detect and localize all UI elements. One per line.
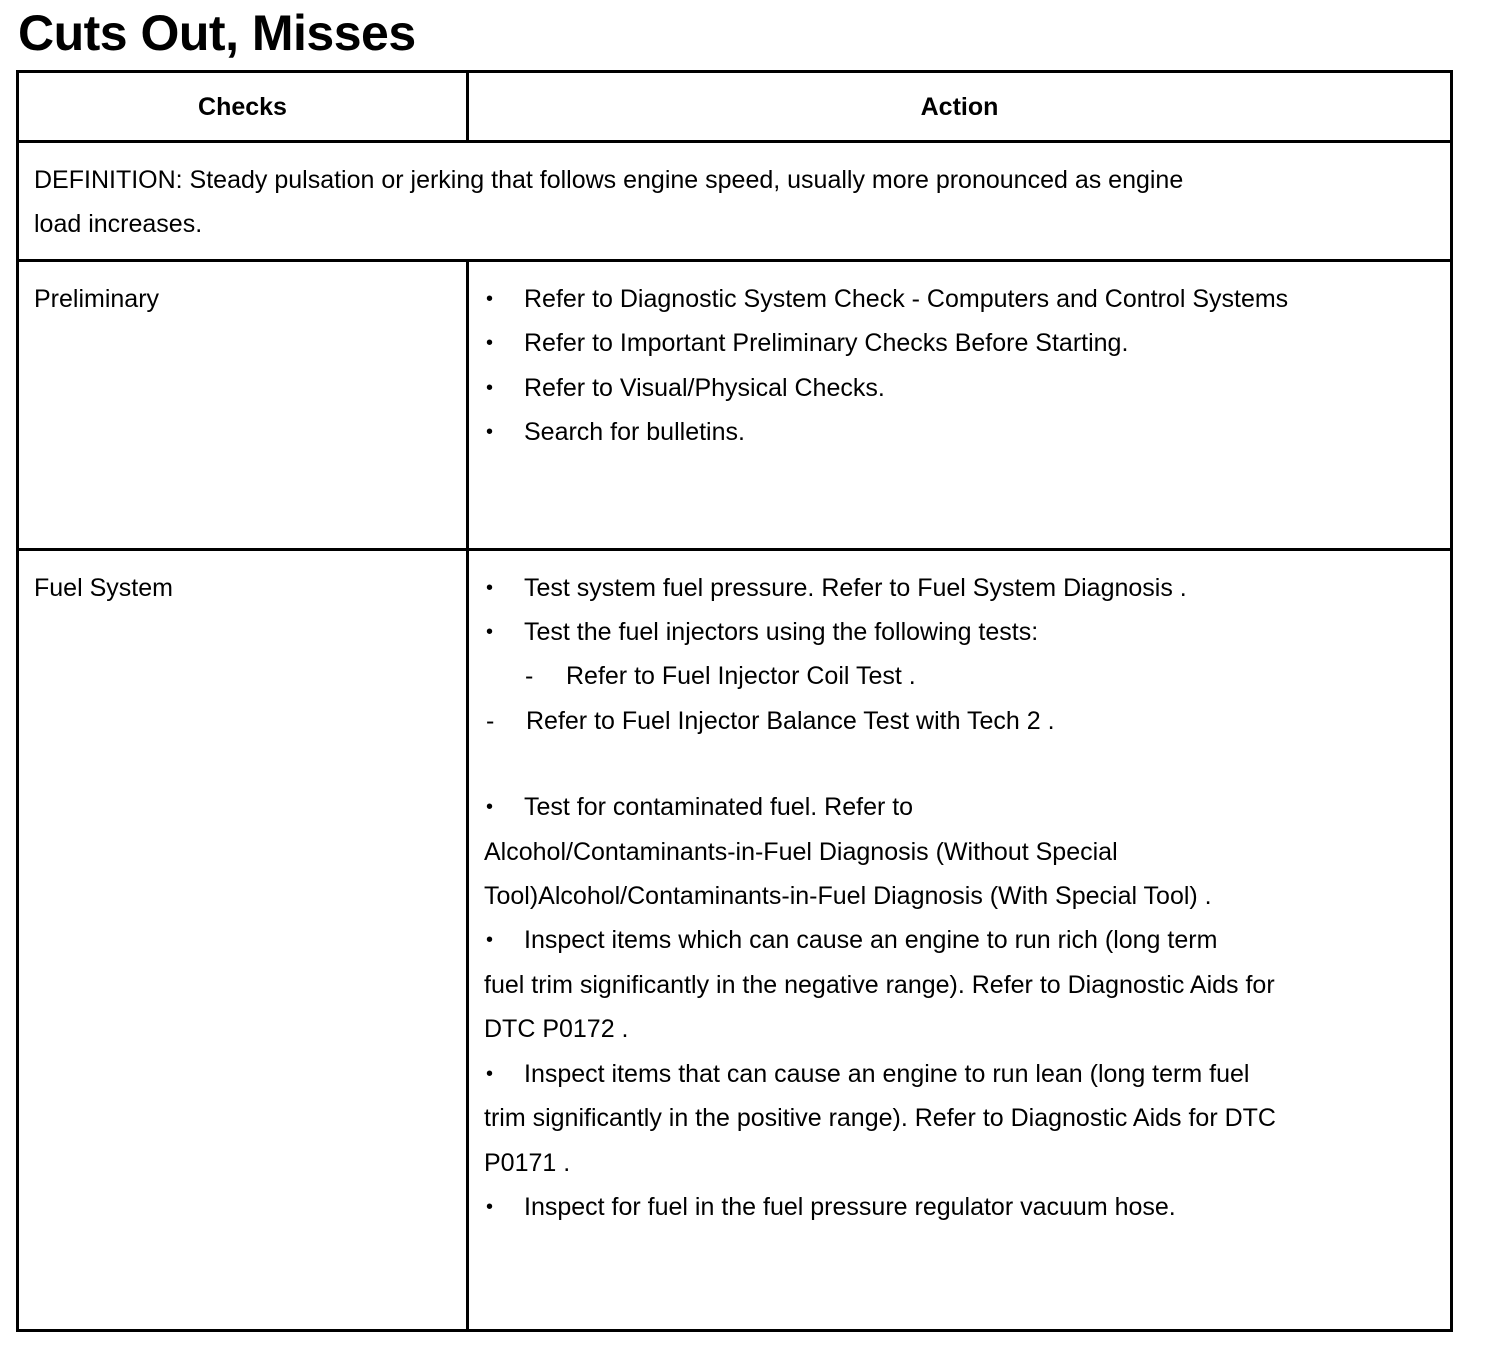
definition-divider xyxy=(16,259,1453,262)
bullet: • xyxy=(486,332,494,354)
column-divider-body xyxy=(466,259,469,1332)
definition-line-2: load increases. xyxy=(34,210,203,238)
action-item-continued: P0171 . xyxy=(484,1149,571,1177)
bullet: • xyxy=(486,1196,494,1218)
row-divider xyxy=(16,548,1453,551)
sub-item-dash: - xyxy=(486,707,495,735)
action-item: Inspect items that can cause an engine to run lean (long term fuel xyxy=(524,1060,1250,1088)
bullet: • xyxy=(486,796,494,818)
bullet: • xyxy=(486,621,494,643)
action-item: Test for contaminated fuel. Refer to xyxy=(524,793,914,821)
action-sub-item: Refer to Fuel Injector Coil Test . xyxy=(566,662,916,690)
action-item: Inspect items which can cause an engine to run rich (long term xyxy=(524,926,1218,954)
action-item-continued: DTC P0172 . xyxy=(484,1015,629,1043)
action-item: Test the fuel injectors using the following tests: xyxy=(524,618,1039,646)
bullet: • xyxy=(486,377,494,399)
column-header-action: Action xyxy=(920,93,999,121)
action-sub-item: Refer to Fuel Injector Balance Test with Tech 2 . xyxy=(526,707,1055,735)
bullet: • xyxy=(486,929,494,951)
action-item: Search for bulletins. xyxy=(524,418,745,446)
table-border-bottom xyxy=(16,1329,1453,1332)
action-item-continued: trim significantly in the positive range). Refer to Diagnostic Aids for DTC xyxy=(484,1104,1276,1132)
sub-item-dash: - xyxy=(525,662,534,690)
page-title: Cuts Out, Misses xyxy=(18,5,416,61)
action-item-continued: Tool)Alcohol/Contaminants-in-Fuel Diagnosis (With Special Tool) . xyxy=(484,882,1212,910)
action-item: Inspect for fuel in the fuel pressure regulator vacuum hose. xyxy=(524,1193,1176,1221)
bullet: • xyxy=(486,421,494,443)
table-border-top xyxy=(16,70,1453,73)
action-item: Refer to Important Preliminary Checks Before Starting. xyxy=(524,329,1129,357)
column-header-checks: Checks xyxy=(198,93,287,121)
bullet: • xyxy=(486,288,494,310)
definition-line-1: DEFINITION: Steady pulsation or jerking that follows engine speed, usually more pronounced as engine xyxy=(34,166,1184,194)
action-item-continued: Alcohol/Contaminants-in-Fuel Diagnosis (Without Special xyxy=(484,838,1118,866)
action-item: Test system fuel pressure. Refer to Fuel System Diagnosis . xyxy=(524,574,1187,602)
bullet: • xyxy=(486,1063,494,1085)
header-divider xyxy=(16,140,1453,143)
action-item-continued: fuel trim significantly in the negative range). Refer to Diagnostic Aids for xyxy=(484,971,1275,999)
check-fuel-system: Fuel System xyxy=(34,574,173,602)
check-preliminary: Preliminary xyxy=(34,285,160,313)
action-item: Refer to Diagnostic System Check - Computers and Control Systems xyxy=(524,285,1289,313)
action-item: Refer to Visual/Physical Checks. xyxy=(524,374,885,402)
bullet: • xyxy=(486,577,494,599)
